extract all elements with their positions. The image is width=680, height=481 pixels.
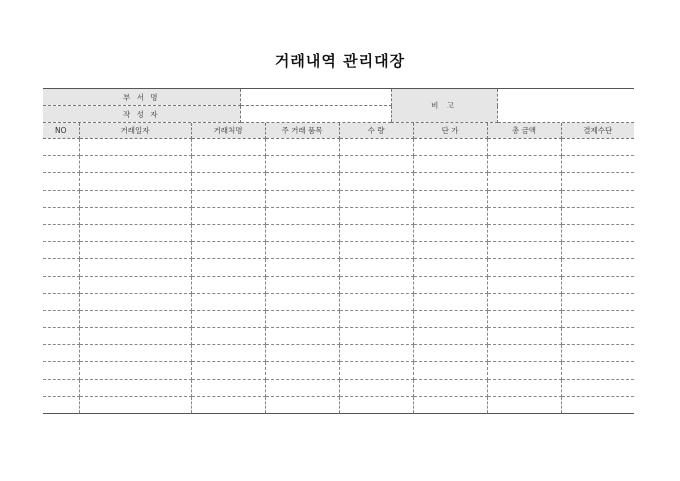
table-cell[interactable] — [487, 173, 561, 190]
table-cell[interactable] — [265, 396, 339, 413]
table-cell[interactable] — [79, 242, 191, 259]
table-cell[interactable] — [191, 242, 265, 259]
table-cell[interactable] — [339, 224, 413, 241]
table-cell[interactable] — [561, 242, 634, 259]
table-cell[interactable] — [561, 207, 634, 224]
table-cell[interactable] — [191, 310, 265, 327]
table-cell[interactable] — [43, 310, 79, 327]
table-cell[interactable] — [79, 362, 191, 379]
table-row — [43, 328, 634, 345]
table-cell[interactable] — [43, 259, 79, 276]
table-cell[interactable] — [487, 259, 561, 276]
table-cell[interactable] — [339, 207, 413, 224]
department-label: 부 서 명 — [43, 89, 240, 106]
table-cell[interactable] — [79, 276, 191, 293]
table-cell[interactable] — [265, 173, 339, 190]
table-cell[interactable] — [561, 379, 634, 396]
table-cell[interactable] — [413, 242, 487, 259]
table-row — [43, 139, 634, 156]
table-cell[interactable] — [339, 328, 413, 345]
remarks-label: 비 고 — [391, 89, 497, 123]
table-cell[interactable] — [487, 310, 561, 327]
table-cell[interactable] — [339, 259, 413, 276]
table-cell[interactable] — [339, 379, 413, 396]
table-cell[interactable] — [413, 310, 487, 327]
table-cell[interactable] — [79, 139, 191, 156]
col-header-total: 총 금액 — [487, 123, 561, 139]
table-cell[interactable] — [43, 276, 79, 293]
table-cell[interactable] — [79, 396, 191, 413]
table-cell[interactable] — [43, 173, 79, 190]
table-cell[interactable] — [339, 345, 413, 362]
table-row — [43, 396, 634, 413]
table-cell[interactable] — [191, 207, 265, 224]
table-row — [43, 173, 634, 190]
table-cell[interactable] — [43, 293, 79, 310]
table-cell[interactable] — [79, 310, 191, 327]
table-cell[interactable] — [339, 293, 413, 310]
table-cell[interactable] — [561, 276, 634, 293]
table-cell[interactable] — [79, 207, 191, 224]
table-cell[interactable] — [191, 362, 265, 379]
table-cell[interactable] — [413, 362, 487, 379]
table-cell[interactable] — [339, 173, 413, 190]
table-row — [43, 345, 634, 362]
table-cell[interactable] — [339, 156, 413, 173]
table-cell[interactable] — [191, 259, 265, 276]
table-cell[interactable] — [339, 139, 413, 156]
table-row — [43, 276, 634, 293]
table-cell[interactable] — [79, 190, 191, 207]
table-cell[interactable] — [79, 259, 191, 276]
table-cell[interactable] — [413, 259, 487, 276]
table-cell[interactable] — [43, 207, 79, 224]
table-row — [43, 190, 634, 207]
table-cell[interactable] — [191, 173, 265, 190]
table-cell[interactable] — [413, 224, 487, 241]
table-cell[interactable] — [43, 328, 79, 345]
table-cell[interactable] — [487, 362, 561, 379]
table-cell[interactable] — [561, 396, 634, 413]
transaction-table — [43, 123, 634, 414]
document-title: 거래내역 관리대장 — [274, 52, 406, 70]
col-header-date: 거래일자 — [79, 123, 191, 139]
table-cell[interactable] — [43, 345, 79, 362]
table-cell[interactable] — [413, 190, 487, 207]
table-cell[interactable] — [79, 224, 191, 241]
table-cell[interactable] — [191, 396, 265, 413]
table-cell[interactable] — [43, 139, 79, 156]
table-cell[interactable] — [79, 173, 191, 190]
table-cell[interactable] — [43, 190, 79, 207]
table-cell[interactable] — [487, 293, 561, 310]
table-cell[interactable] — [265, 207, 339, 224]
table-cell[interactable] — [79, 379, 191, 396]
table-cell[interactable] — [413, 396, 487, 413]
table-cell[interactable] — [79, 156, 191, 173]
table-cell[interactable] — [265, 293, 339, 310]
table-cell[interactable] — [265, 156, 339, 173]
table-row — [43, 293, 634, 310]
table-cell[interactable] — [339, 242, 413, 259]
col-header-client: 거래처명 — [191, 123, 265, 139]
table-cell[interactable] — [561, 310, 634, 327]
table-cell[interactable] — [487, 139, 561, 156]
table-cell[interactable] — [413, 173, 487, 190]
table-cell[interactable] — [487, 224, 561, 241]
table-cell[interactable] — [79, 345, 191, 362]
table-cell[interactable] — [487, 156, 561, 173]
table-cell[interactable] — [413, 345, 487, 362]
table-cell[interactable] — [487, 190, 561, 207]
table-cell[interactable] — [265, 328, 339, 345]
table-cell[interactable] — [265, 345, 339, 362]
table-row — [43, 207, 634, 224]
table-cell[interactable] — [561, 293, 634, 310]
ledger-sheet — [43, 88, 634, 414]
table-cell[interactable] — [561, 190, 634, 207]
table-cell[interactable] — [79, 328, 191, 345]
table-row — [43, 224, 634, 241]
table-cell[interactable] — [191, 328, 265, 345]
table-row — [43, 156, 634, 173]
table-cell[interactable] — [487, 276, 561, 293]
table-cell[interactable] — [561, 362, 634, 379]
col-header-payment: 결제수단 — [561, 123, 634, 139]
table-cell[interactable] — [561, 224, 634, 241]
author-label: 작 성 자 — [43, 106, 240, 123]
table-cell[interactable] — [265, 224, 339, 241]
table-cell[interactable] — [43, 396, 79, 413]
table-cell[interactable] — [43, 242, 79, 259]
table-cell[interactable] — [413, 276, 487, 293]
table-cell[interactable] — [265, 362, 339, 379]
table-cell[interactable] — [339, 310, 413, 327]
department-field[interactable] — [240, 89, 391, 106]
table-cell[interactable] — [487, 379, 561, 396]
table-cell[interactable] — [339, 190, 413, 207]
table-cell[interactable] — [487, 328, 561, 345]
table-body — [43, 139, 634, 414]
table-cell[interactable] — [487, 242, 561, 259]
table-row — [43, 379, 634, 396]
table-cell[interactable] — [79, 293, 191, 310]
table-cell[interactable] — [339, 362, 413, 379]
table-cell[interactable] — [265, 242, 339, 259]
table-cell[interactable] — [265, 276, 339, 293]
table-cell[interactable] — [43, 224, 79, 241]
table-cell[interactable] — [339, 396, 413, 413]
table-cell[interactable] — [191, 190, 265, 207]
col-header-no: NO — [43, 123, 79, 139]
table-cell[interactable] — [191, 345, 265, 362]
table-cell[interactable] — [339, 276, 413, 293]
table-cell[interactable] — [265, 379, 339, 396]
col-header-item: 주 거래 품목 — [265, 123, 339, 139]
table-row — [43, 259, 634, 276]
table-cell[interactable] — [413, 156, 487, 173]
table-cell[interactable] — [43, 156, 79, 173]
table-cell[interactable] — [561, 173, 634, 190]
table-cell[interactable] — [191, 139, 265, 156]
table-cell[interactable] — [413, 379, 487, 396]
col-header-unit-price: 단 가 — [413, 123, 487, 139]
table-cell[interactable] — [413, 293, 487, 310]
table-cell[interactable] — [43, 379, 79, 396]
table-cell[interactable] — [265, 259, 339, 276]
remarks-field[interactable] — [497, 89, 634, 123]
table-row — [43, 310, 634, 327]
table-row — [43, 362, 634, 379]
table-cell[interactable] — [191, 224, 265, 241]
table-cell[interactable] — [265, 139, 339, 156]
table-cell[interactable] — [191, 379, 265, 396]
table-cell[interactable] — [265, 310, 339, 327]
table-row — [43, 242, 634, 259]
table-cell[interactable] — [561, 259, 634, 276]
table-cell[interactable] — [561, 139, 634, 156]
table-cell[interactable] — [191, 276, 265, 293]
table-cell[interactable] — [561, 156, 634, 173]
author-field[interactable] — [240, 106, 391, 123]
table-cell[interactable] — [413, 328, 487, 345]
table-cell[interactable] — [413, 139, 487, 156]
table-cell[interactable] — [265, 190, 339, 207]
info-table — [43, 88, 634, 123]
table-header-row — [43, 123, 634, 139]
table-cell[interactable] — [43, 362, 79, 379]
table-cell[interactable] — [191, 156, 265, 173]
table-cell[interactable] — [561, 328, 634, 345]
table-cell[interactable] — [561, 345, 634, 362]
table-cell[interactable] — [413, 207, 487, 224]
table-cell[interactable] — [191, 293, 265, 310]
col-header-quantity: 수 량 — [339, 123, 413, 139]
table-cell[interactable] — [487, 207, 561, 224]
table-cell[interactable] — [487, 345, 561, 362]
table-cell[interactable] — [487, 396, 561, 413]
